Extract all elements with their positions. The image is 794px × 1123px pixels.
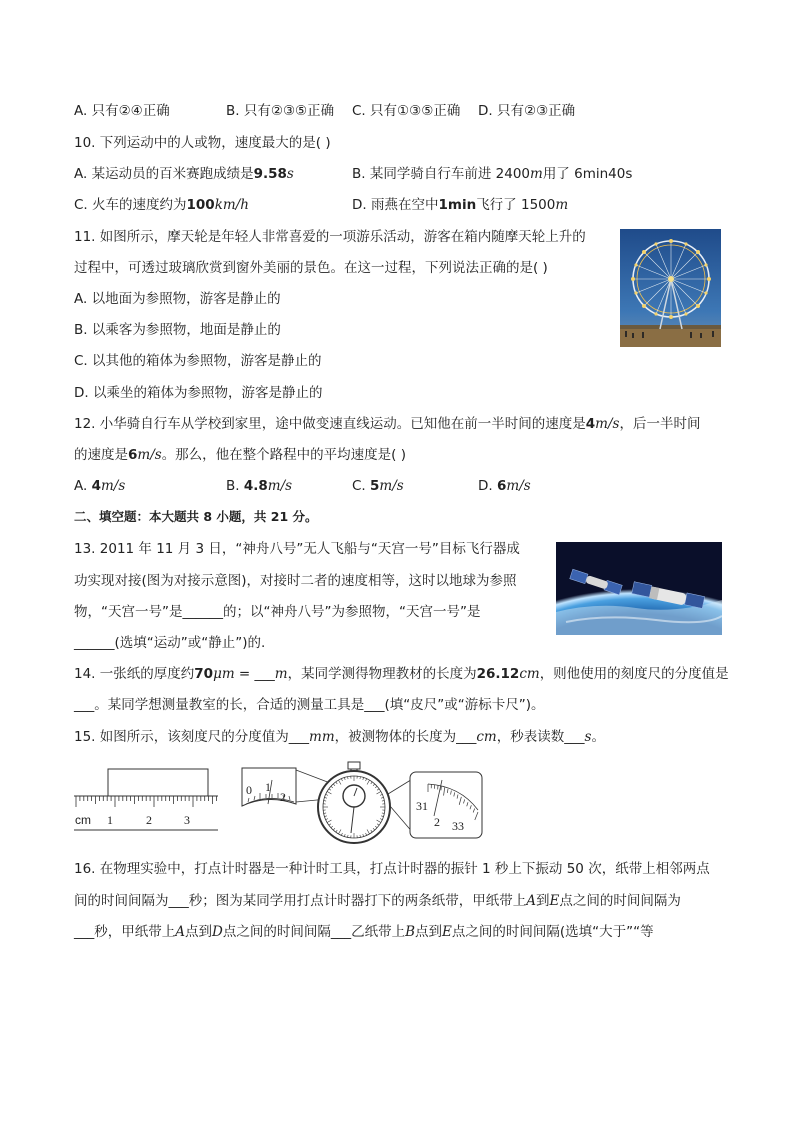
q16-line1: 16. 在物理实验中，打点计时器是一种计时工具，打点计时器的振针 1 秒上下振动 50 次，纸带上相邻两点 (74, 861, 710, 877)
small-dial-label: 1 (265, 780, 271, 794)
q11-line2: 过程中，可透过玻璃欣赏到窗外美丽的景色。在这一过程，下列说法正确的是( ) (74, 260, 548, 276)
q9-option-d: D. 只有②③正确 (478, 103, 576, 119)
q13-line3: 物，“天宫一号”是______的；以“神舟八号”为参照物，“天宫一号”是 (74, 604, 481, 620)
ruler-tick-label: 1 (107, 813, 113, 827)
ruler-tick-label: 2 (146, 813, 152, 827)
large-dial-label: 31 (416, 799, 428, 813)
q16-line3: ___秒，甲纸带上A点到D点之间的时间间隔___乙纸带上B点到E点之间的时间间隔(选填“大于”“等 (74, 924, 654, 940)
ruler-unit-label: cm (75, 813, 91, 827)
q10-option-c: C. 火车的速度约为100km/h (74, 197, 249, 213)
small-dial-label: 0 (246, 783, 252, 797)
q12-option-c: C. 5m/s (352, 478, 404, 494)
large-dial-label: 2 (434, 815, 440, 829)
spacecraft-docking-image (556, 542, 722, 635)
q12-option-d: D. 6m/s (478, 478, 531, 494)
q15-line: 15. 如图所示，该刻度尺的分度值为___mm，被测物体的长度为___cm，秒表读数___s。 (74, 729, 605, 745)
q11-option-a: A. 以地面为参照物，游客是静止的 (74, 291, 281, 307)
ruler-figure (70, 766, 222, 834)
q12-line2: 的速度是6m/s。那么，他在整个路程中的平均速度是( ) (74, 447, 407, 463)
q11-option-c: C. 以其他的箱体为参照物，游客是静止的 (74, 353, 322, 369)
q10-option-a: A. 某运动员的百米赛跑成绩是9.58s (74, 166, 294, 182)
q9-option-a: A. 只有②④正确 (74, 103, 170, 119)
q11-option-d: D. 以乘坐的箱体为参照物，游客是静止的 (74, 385, 323, 401)
q10-stem: 10. 下列运动中的人或物，速度最大的是( ) (74, 135, 331, 151)
q9-option-b: B. 只有②③⑤正确 (226, 103, 335, 119)
q13-line2: 功实现对接(图为对接示意图)，对接时二者的速度相等，这时以地球为参照 (74, 573, 517, 589)
ruler-tick-label: 3 (184, 813, 190, 827)
q9-option-c: C. 只有①③⑤正确 (352, 103, 461, 119)
q13-line4: ______(选填“运动”或“静止”)的. (74, 635, 266, 651)
q12-option-b: B. 4.8m/s (226, 478, 293, 494)
large-dial-label: 33 (452, 819, 464, 833)
ferris-wheel-image (620, 229, 721, 347)
q11-line1: 11. 如图所示，摩天轮是年轻人非常喜爱的一项游乐活动，游客在箱内随摩天轮上升的 (74, 229, 586, 245)
stopwatch-figure (238, 760, 488, 848)
q12-option-a: A. 4m/s (74, 478, 126, 494)
q10-option-d: D. 雨燕在空中1min飞行了 1500m (352, 197, 569, 213)
q10-option-b: B. 某同学骑自行车前进 2400m用了 6min40s (352, 166, 633, 182)
section-2-heading: 二、填空题：本大题共 8 小题，共 21 分。 (74, 509, 318, 524)
q12-line1: 12. 小华骑自行车从学校到家里，途中做变速直线运动。已知他在前一半时间的速度是4m/s，后一半时间 (74, 416, 701, 432)
q16-line2: 间的时间间隔为___秒；图为某同学用打点计时器打下的两条纸带，甲纸带上A到E点之间的时间间隔为 (74, 893, 681, 909)
q13-line1: 13. 2011 年 11 月 3 日，“神舟八号”无人飞船与“天宫一号”目标飞行器成 (74, 541, 520, 557)
stopwatch-crown-button (348, 762, 360, 769)
measured-object (108, 769, 208, 796)
q14-line1: 14. 一张纸的厚度约70μm = ___m，某同学测得物理教材的长度为26.12cm，则他使用的刻度尺的分度值是 (74, 666, 729, 682)
q14-line2: ___。某同学想测量教室的长，合适的测量工具是___(填“皮尺”或“游标卡尺”)。 (74, 697, 545, 713)
small-dial-label: 2 (280, 790, 286, 804)
q11-option-b: B. 以乘客为参照物，地面是静止的 (74, 322, 281, 338)
